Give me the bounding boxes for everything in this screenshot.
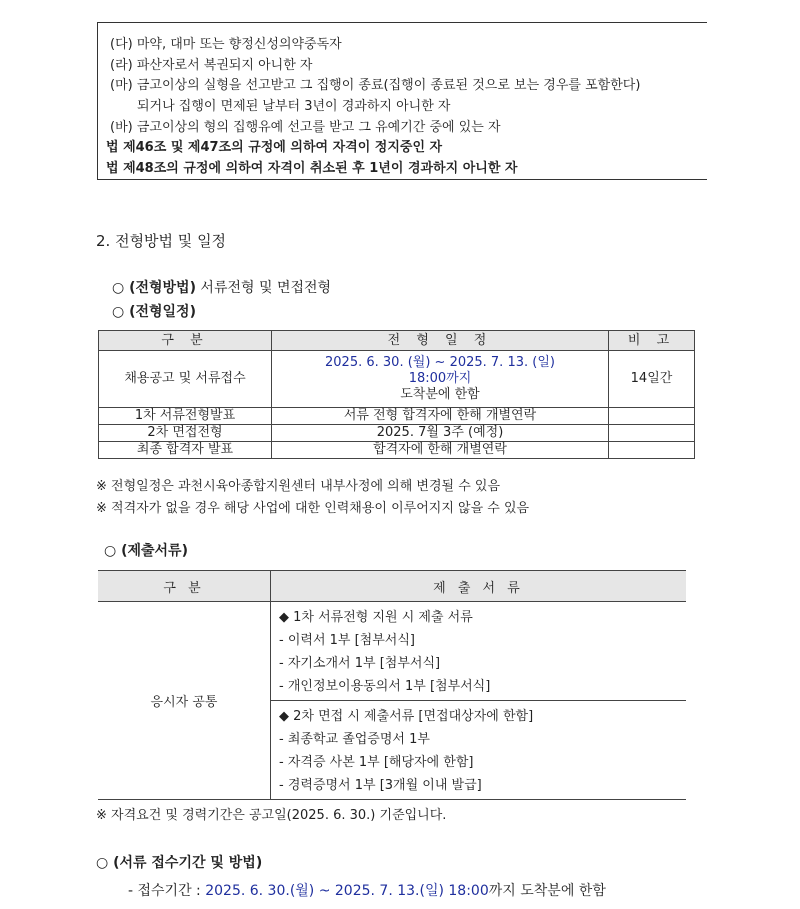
law-item: 법 제48조의 규정에 의하여 자격이 취소된 후 1년이 경과하지 아니한 자	[106, 161, 518, 176]
section-title: 2. 전형방법 및 일정	[96, 232, 227, 250]
application-period	[128, 880, 606, 900]
table-row	[99, 442, 695, 459]
box-top-rule	[97, 22, 707, 23]
schedule-header-row	[99, 331, 695, 351]
period-value: 2025. 6. 30.(월) ~ 2025. 7. 13.(일) 18:00	[205, 883, 489, 899]
schedule-date: 2025. 7월 3주 (예정)	[272, 425, 609, 442]
stage2-title: ◆ 2차 면접 시 제출서류 [면접대상자에 한함]	[279, 709, 534, 724]
schedule-date: 서류 전형 합격자에 한해 개별연락	[272, 408, 609, 425]
period-suffix: 까지 도착분에 한함	[488, 883, 606, 899]
schedule-note-text: ※ 전형일정은 과천시육아종합지원센터 내부사정에 의해 변경될 수 있음	[96, 479, 501, 494]
disq-item: (바) 금고이상의 형의 집행유예 선고를 받고 그 유예기간 중에 있는 자	[110, 120, 501, 135]
stage1-title: ◆ 1차 서류전형 지원 시 제출 서류	[279, 610, 473, 625]
documents-footnote: ※ 자격요건 및 경력기간은 공고일(2025. 6. 30.) 기준입니다.	[96, 808, 447, 823]
schedule-note	[609, 408, 695, 425]
table-row	[98, 602, 686, 701]
schedule-header: 전 형 일 정	[272, 331, 609, 351]
list-item: - 이력서 1부 [첨부서식]	[279, 633, 415, 648]
box-bottom-rule	[97, 179, 707, 180]
schedule-category: 2차 면접전형	[99, 425, 272, 442]
schedule-table	[98, 330, 695, 459]
table-row	[99, 408, 695, 425]
schedule-note	[609, 425, 695, 442]
documents-category: 응시자 공통	[98, 602, 271, 800]
box-left-rule	[97, 22, 98, 179]
list-item: - 자격증 사본 1부 [해당자에 한함]	[279, 755, 474, 770]
schedule-note	[609, 442, 695, 459]
schedule-header: 비 고	[609, 331, 695, 351]
schedule-date: 2025. 6. 30. (월) ~ 2025. 7. 13. (일) 18:00까지 도착분에 한함	[272, 351, 609, 408]
documents-stage1	[271, 602, 687, 701]
disq-item-continued: 되거나 집행이 면제된 날부터 3년이 경과하지 아니한 자	[137, 99, 451, 114]
documents-header: 구 분	[98, 571, 271, 602]
documents-stage2	[271, 701, 687, 800]
schedule-label: ○ (전형일정)	[112, 304, 196, 320]
schedule-category: 1차 서류전형발표	[99, 408, 272, 425]
application-label: ○ (서류 접수기간 및 방법)	[96, 855, 263, 871]
schedule-date: 합격자에 한해 개별연락	[272, 442, 609, 459]
schedule-header: 구 분	[99, 331, 272, 351]
list-item: - 최종학교 졸업증명서 1부	[279, 732, 430, 747]
table-row	[99, 351, 695, 408]
table-row	[99, 425, 695, 442]
method-value: 서류전형 및 면접전형	[195, 280, 332, 296]
documents-table	[98, 570, 686, 800]
schedule-note-text: ※ 적격자가 없을 경우 해당 사업에 대한 인력채용이 이루어지지 않을 수 있음	[96, 501, 530, 516]
schedule-category: 채용공고 및 서류접수	[99, 351, 272, 408]
documents-header: 제 출 서 류	[271, 571, 687, 602]
disq-item: (다) 마약, 대마 또는 향정신성의약중독자	[110, 37, 342, 52]
schedule-category: 최종 합격자 발표	[99, 442, 272, 459]
list-item: - 개인정보이용동의서 1부 [첨부서식]	[279, 679, 491, 694]
schedule-note: 14일간	[609, 351, 695, 408]
list-item: - 자기소개서 1부 [첨부서식]	[279, 656, 441, 671]
method-label: ○ (전형방법)	[112, 280, 196, 296]
method-line	[112, 277, 331, 297]
documents-label: ○ (제출서류)	[104, 543, 188, 559]
documents-header-row	[98, 571, 686, 602]
disq-item: (마) 금고이상의 실형을 선고받고 그 집행이 종료(집행이 종료된 것으로 보는 경우를 포함한다)	[110, 78, 641, 93]
disq-item: (라) 파산자로서 복권되지 아니한 자	[110, 58, 313, 73]
period-prefix: - 접수기간 :	[128, 883, 206, 899]
list-item: - 경력증명서 1부 [3개월 이내 발급]	[279, 778, 482, 793]
law-item: 법 제46조 및 제47조의 규정에 의하여 자격이 정지중인 자	[106, 140, 443, 155]
